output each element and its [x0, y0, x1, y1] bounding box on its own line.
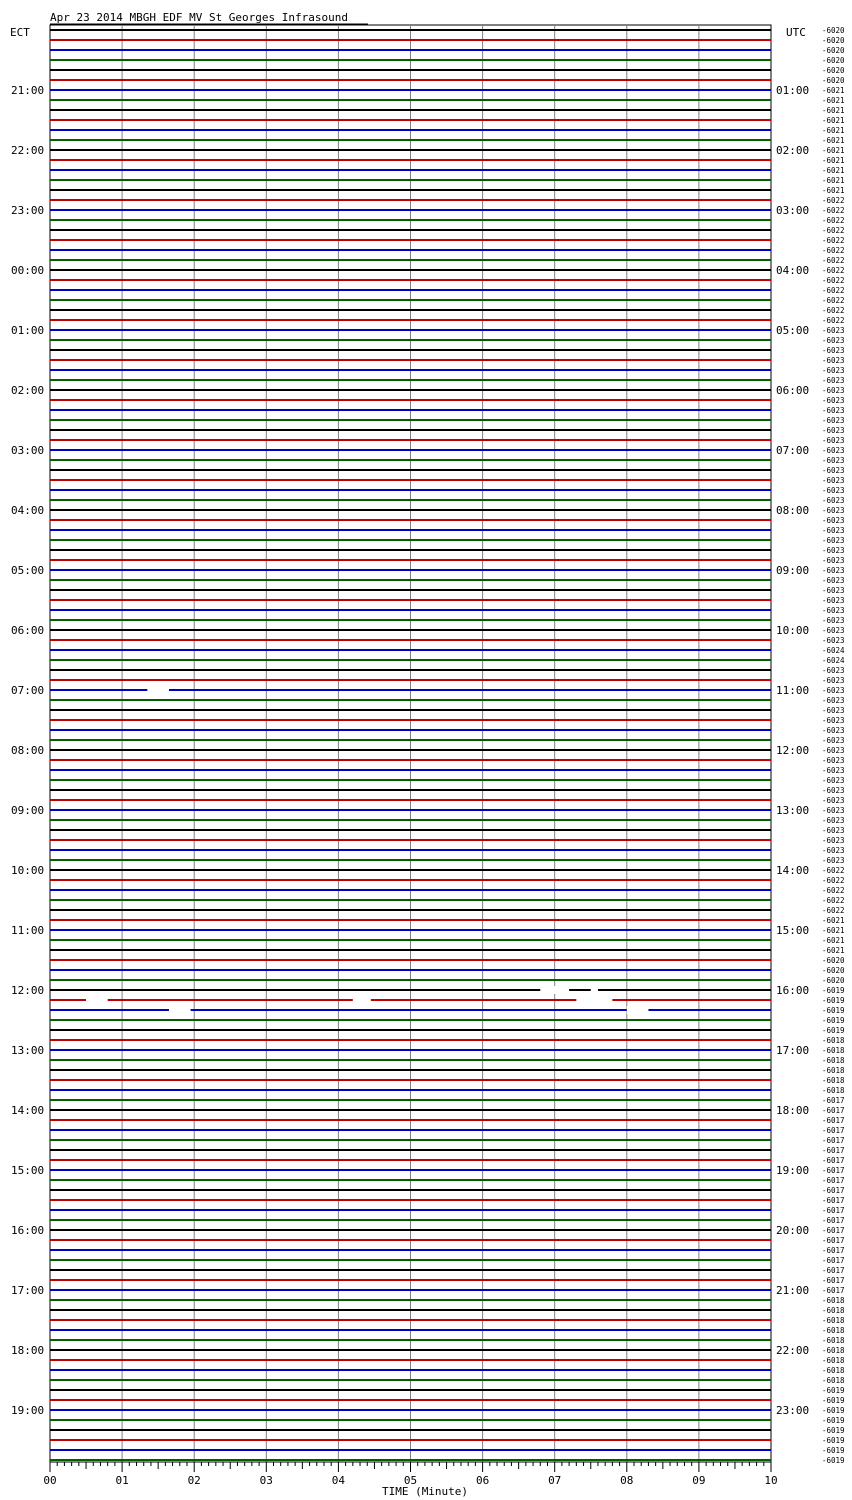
- trace-offset-label: -6023: [822, 666, 845, 675]
- data-gap: [86, 996, 108, 1004]
- x-tick-label: 09: [692, 1474, 706, 1487]
- right-hour-label: 12:00: [776, 744, 810, 757]
- trace-offset-label: -6017: [822, 1096, 845, 1105]
- trace-offset-label: -6021: [822, 166, 845, 175]
- left-hour-label: 17:00: [11, 1284, 45, 1297]
- trace-offset-label: -6022: [822, 196, 845, 205]
- trace-offset-label: -6023: [822, 376, 845, 385]
- trace-offset-label: -6017: [822, 1286, 845, 1295]
- left-hour-label: 22:00: [11, 144, 45, 157]
- trace-offset-label: -6023: [822, 466, 845, 475]
- trace-offset-label: -6023: [822, 746, 845, 755]
- trace-offset-label: -6023: [822, 846, 845, 855]
- trace-offset-label: -6023: [822, 766, 845, 775]
- trace-offset-label: -6018: [822, 1316, 845, 1325]
- left-hour-label: 03:00: [11, 444, 45, 457]
- left-hour-label: 15:00: [11, 1164, 45, 1177]
- right-hour-label: 17:00: [776, 1044, 810, 1057]
- trace-offset-label: -6023: [822, 816, 845, 825]
- right-hour-label: 03:00: [776, 204, 810, 217]
- trace-offset-label: -6018: [822, 1376, 845, 1385]
- x-tick-label: 08: [620, 1474, 634, 1487]
- data-gap: [540, 986, 569, 994]
- trace-offset-label: -6017: [822, 1276, 845, 1285]
- left-hour-label: 00:00: [11, 264, 45, 277]
- trace-offset-label: -6021: [822, 136, 845, 145]
- trace-offset-labels: [822, 26, 845, 1465]
- trace-offset-label: -6020: [822, 66, 845, 75]
- trace-offset-label: -6022: [822, 896, 845, 905]
- trace-offset-label: -6021: [822, 146, 845, 155]
- trace-offset-label: -6020: [822, 76, 845, 85]
- trace-offset-label: -6017: [822, 1156, 845, 1165]
- trace-offset-label: -6022: [822, 216, 845, 225]
- trace-offset-label: -6018: [822, 1346, 845, 1355]
- left-axis-label: ECT: [10, 26, 30, 39]
- trace-offset-label: -6021: [822, 916, 845, 925]
- x-tick-label: 10: [764, 1474, 778, 1487]
- trace-offset-label: -6023: [822, 616, 845, 625]
- x-tick-label: 03: [259, 1474, 273, 1487]
- trace-offset-label: -6019: [822, 1426, 845, 1435]
- trace-offset-label: -6018: [822, 1086, 845, 1095]
- trace-offset-label: -6023: [822, 366, 845, 375]
- left-hour-label: 11:00: [11, 924, 45, 937]
- trace-offset-label: -6022: [822, 206, 845, 215]
- trace-offset-label: -6023: [822, 806, 845, 815]
- trace-offset-label: -6023: [822, 596, 845, 605]
- trace-offset-label: -6021: [822, 126, 845, 135]
- right-hour-label: 23:00: [776, 1404, 810, 1417]
- trace-offset-label: -6024: [822, 656, 845, 665]
- trace-offset-label: -6023: [822, 416, 845, 425]
- trace-offset-label: -6023: [822, 346, 845, 355]
- right-hour-label: 08:00: [776, 504, 810, 517]
- trace-offset-label: -6020: [822, 26, 845, 35]
- trace-offset-label: -6019: [822, 1026, 845, 1035]
- trace-offset-label: -6017: [822, 1216, 845, 1225]
- x-tick-label: 07: [548, 1474, 562, 1487]
- left-hour-label: 21:00: [11, 84, 45, 97]
- trace-offset-label: -6023: [822, 506, 845, 515]
- right-hour-label: 15:00: [776, 924, 810, 937]
- trace-offset-label: -6022: [822, 876, 845, 885]
- trace-offset-label: -6023: [822, 726, 845, 735]
- trace-offset-label: -6023: [822, 386, 845, 395]
- left-hour-label: 07:00: [11, 684, 45, 697]
- trace-offset-label: -6022: [822, 296, 845, 305]
- trace-offset-label: -6018: [822, 1056, 845, 1065]
- trace-offset-label: -6023: [822, 406, 845, 415]
- x-axis: [43, 1462, 777, 1487]
- trace-offset-label: -6020: [822, 46, 845, 55]
- trace-offset-label: -6021: [822, 186, 845, 195]
- trace-offset-label: -6019: [822, 1386, 845, 1395]
- right-hour-label: 22:00: [776, 1344, 810, 1357]
- trace-offset-label: -6021: [822, 176, 845, 185]
- trace-offset-label: -6023: [822, 336, 845, 345]
- trace-offset-label: -6021: [822, 106, 845, 115]
- trace-offset-label: -6023: [822, 756, 845, 765]
- trace-offset-label: -6018: [822, 1296, 845, 1305]
- data-gap: [353, 996, 371, 1004]
- data-gap: [591, 986, 598, 994]
- left-hour-label: 16:00: [11, 1224, 45, 1237]
- trace-offset-label: -6022: [822, 236, 845, 245]
- x-tick-label: 01: [115, 1474, 129, 1487]
- trace-offset-label: -6017: [822, 1186, 845, 1195]
- trace-offset-label: -6020: [822, 966, 845, 975]
- trace-offset-label: -6017: [822, 1256, 845, 1265]
- trace-offset-label: -6020: [822, 976, 845, 985]
- trace-offset-label: -6023: [822, 606, 845, 615]
- right-hour-label: 16:00: [776, 984, 810, 997]
- trace-offset-label: -6022: [822, 316, 845, 325]
- trace-offset-label: -6022: [822, 286, 845, 295]
- trace-offset-label: -6017: [822, 1136, 845, 1145]
- right-hour-label: 10:00: [776, 624, 810, 637]
- trace-offset-label: -6023: [822, 326, 845, 335]
- right-hour-label: 11:00: [776, 684, 810, 697]
- x-tick-label: 02: [187, 1474, 201, 1487]
- trace-offset-label: -6021: [822, 946, 845, 955]
- x-tick-label: 04: [331, 1474, 346, 1487]
- right-hour-label: 02:00: [776, 144, 810, 157]
- right-hour-label: 18:00: [776, 1104, 810, 1117]
- trace-offset-label: -6021: [822, 156, 845, 165]
- data-gap: [576, 996, 612, 1004]
- trace-offset-label: -6023: [822, 476, 845, 485]
- left-hour-label: 23:00: [11, 204, 45, 217]
- trace-offset-label: -6017: [822, 1246, 845, 1255]
- left-hour-label: 12:00: [11, 984, 45, 997]
- trace-offset-label: -6020: [822, 36, 845, 45]
- trace-offset-label: -6021: [822, 926, 845, 935]
- trace-offset-label: -6023: [822, 676, 845, 685]
- trace-offset-label: -6018: [822, 1306, 845, 1315]
- trace-offset-label: -6023: [822, 446, 845, 455]
- trace-offset-label: -6017: [822, 1116, 845, 1125]
- trace-offset-label: -6023: [822, 536, 845, 545]
- trace-offset-label: -6023: [822, 426, 845, 435]
- data-gap: [169, 1006, 191, 1014]
- right-hour-label: 01:00: [776, 84, 810, 97]
- trace-offset-label: -6023: [822, 396, 845, 405]
- trace-offset-label: -6019: [822, 1016, 845, 1025]
- right-hour-label: 04:00: [776, 264, 810, 277]
- trace-offset-label: -6023: [822, 436, 845, 445]
- trace-offset-label: -6023: [822, 796, 845, 805]
- trace-offset-label: -6023: [822, 826, 845, 835]
- trace-offset-label: -6019: [822, 1416, 845, 1425]
- trace-offset-label: -6022: [822, 256, 845, 265]
- trace-offset-label: -6019: [822, 1406, 845, 1415]
- left-hour-label: 05:00: [11, 564, 45, 577]
- left-hour-label: 18:00: [11, 1344, 45, 1357]
- trace-offset-label: -6023: [822, 736, 845, 745]
- left-hour-label: 06:00: [11, 624, 45, 637]
- trace-offset-label: -6023: [822, 556, 845, 565]
- right-hour-label: 09:00: [776, 564, 810, 577]
- left-hour-label: 01:00: [11, 324, 45, 337]
- trace-offset-label: -6018: [822, 1046, 845, 1055]
- right-hour-label: 05:00: [776, 324, 810, 337]
- trace-offset-label: -6023: [822, 496, 845, 505]
- trace-offset-label: -6021: [822, 936, 845, 945]
- trace-offset-label: -6019: [822, 1436, 845, 1445]
- trace-offset-label: -6019: [822, 1446, 845, 1455]
- chart-title: Apr 23 2014 MBGH EDF MV St Georges Infrasound: [50, 11, 349, 24]
- trace-offset-label: -6019: [822, 1396, 845, 1405]
- trace-offset-label: -6023: [822, 586, 845, 595]
- trace-offset-label: -6023: [822, 786, 845, 795]
- trace-offset-label: -6023: [822, 526, 845, 535]
- trace-offset-label: -6022: [822, 266, 845, 275]
- trace-offset-label: -6017: [822, 1126, 845, 1135]
- data-gap: [147, 686, 169, 694]
- trace-offset-label: -6017: [822, 1166, 845, 1175]
- trace-offset-label: -6017: [822, 1206, 845, 1215]
- trace-offset-label: -6022: [822, 276, 845, 285]
- trace-offset-label: -6017: [822, 1196, 845, 1205]
- left-hour-label: 19:00: [11, 1404, 45, 1417]
- trace-offset-label: -6023: [822, 456, 845, 465]
- right-hour-label: 13:00: [776, 804, 810, 817]
- trace-offset-label: -6019: [822, 1006, 845, 1015]
- trace-offset-label: -6023: [822, 686, 845, 695]
- left-hour-labels: [11, 84, 44, 1417]
- right-hour-label: 07:00: [776, 444, 810, 457]
- right-hour-label: 14:00: [776, 864, 810, 877]
- trace-offset-label: -6021: [822, 86, 845, 95]
- right-hour-label: 06:00: [776, 384, 810, 397]
- left-hour-label: 02:00: [11, 384, 45, 397]
- trace-offset-label: -6023: [822, 516, 845, 525]
- trace-offset-label: -6023: [822, 836, 845, 845]
- right-axis-label: UTC: [786, 26, 806, 39]
- trace-offset-label: -6021: [822, 96, 845, 105]
- x-tick-label: 06: [475, 1474, 490, 1487]
- trace-offset-label: -6023: [822, 356, 845, 365]
- trace-offset-label: -6017: [822, 1266, 845, 1275]
- right-hour-label: 21:00: [776, 1284, 810, 1297]
- trace-offset-label: -6018: [822, 1366, 845, 1375]
- trace-offset-label: -6017: [822, 1106, 845, 1115]
- trace-offset-label: -6023: [822, 716, 845, 725]
- trace-offset-label: -6018: [822, 1036, 845, 1045]
- x-tick-label: 00: [43, 1474, 57, 1487]
- trace-offset-label: -6023: [822, 546, 845, 555]
- trace-offset-label: -6023: [822, 776, 845, 785]
- right-hour-labels: [776, 84, 809, 1417]
- trace-offset-label: -6018: [822, 1326, 845, 1335]
- trace-offset-label: -6022: [822, 886, 845, 895]
- trace-offset-label: -6023: [822, 576, 845, 585]
- trace-offset-label: -6022: [822, 906, 845, 915]
- trace-offset-label: -6018: [822, 1356, 845, 1365]
- x-axis-label: TIME (Minute): [381, 1485, 469, 1498]
- left-hour-label: 09:00: [11, 804, 45, 817]
- trace-offset-label: -6023: [822, 706, 845, 715]
- trace-offset-label: -6022: [822, 306, 845, 315]
- trace-offset-label: -6021: [822, 116, 845, 125]
- trace-offset-label: -6017: [822, 1236, 845, 1245]
- trace-offset-label: -6022: [822, 246, 845, 255]
- trace-offset-label: -6023: [822, 636, 845, 645]
- trace-offset-label: -6022: [822, 866, 845, 875]
- trace-offset-label: -6020: [822, 956, 845, 965]
- trace-offset-label: -6019: [822, 1456, 845, 1465]
- trace-offset-label: -6023: [822, 566, 845, 575]
- trace-offset-label: -6018: [822, 1336, 845, 1345]
- right-hour-label: 20:00: [776, 1224, 810, 1237]
- trace-offset-label: -6018: [822, 1066, 845, 1075]
- left-hour-label: 10:00: [11, 864, 45, 877]
- trace-offset-label: -6018: [822, 1076, 845, 1085]
- trace-offset-label: -6017: [822, 1176, 845, 1185]
- trace-offset-label: -6017: [822, 1226, 845, 1235]
- trace-offset-label: -6023: [822, 486, 845, 495]
- trace-offset-label: -6023: [822, 856, 845, 865]
- trace-offset-label: -6023: [822, 626, 845, 635]
- trace-offset-label: -6023: [822, 696, 845, 705]
- x-tick-label: 05: [403, 1474, 418, 1487]
- left-hour-label: 04:00: [11, 504, 45, 517]
- trace-offset-label: -6017: [822, 1146, 845, 1155]
- right-hour-label: 19:00: [776, 1164, 810, 1177]
- trace-offset-label: -6024: [822, 646, 845, 655]
- data-gap: [627, 1006, 649, 1014]
- left-hour-label: 08:00: [11, 744, 45, 757]
- trace-offset-label: -6019: [822, 996, 845, 1005]
- left-hour-label: 13:00: [11, 1044, 45, 1057]
- trace-offset-label: -6022: [822, 226, 845, 235]
- trace-offset-label: -6020: [822, 56, 845, 65]
- left-hour-label: 14:00: [11, 1104, 45, 1117]
- trace-offset-label: -6019: [822, 986, 845, 995]
